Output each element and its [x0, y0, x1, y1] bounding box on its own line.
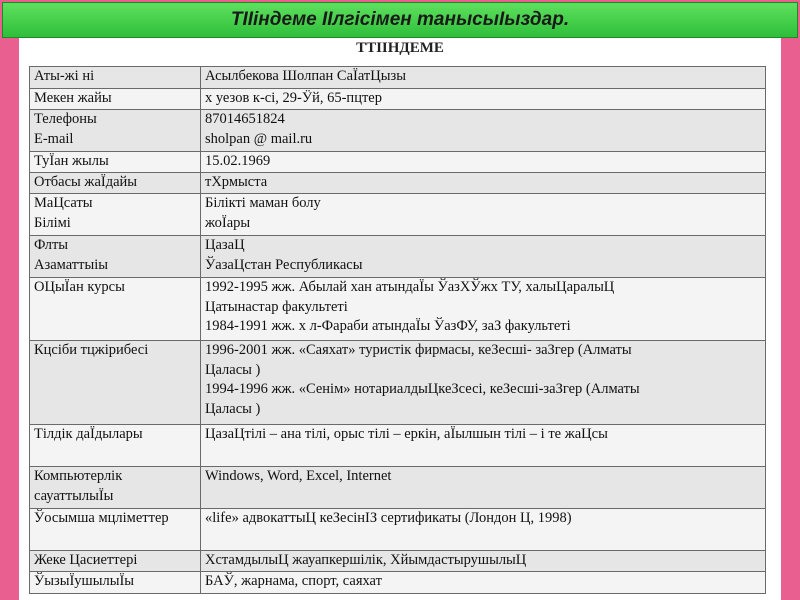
field-value: жоЇары: [205, 214, 251, 231]
field-value: 87014651824: [205, 111, 285, 127]
field-label: сауаттылыЇы: [34, 487, 114, 504]
field-value: Windows, Word, Excel, Internet: [205, 468, 392, 484]
field-label: Тілдік даЇдылары: [34, 426, 143, 442]
table-row: [30, 67, 766, 89]
table-row: [30, 551, 766, 572]
field-label-cell: [30, 509, 201, 551]
field-value: sholpan @ mail.ru: [205, 130, 313, 147]
field-label: Телефоны: [34, 111, 97, 127]
field-value: Білікті маман болу: [205, 195, 321, 211]
field-label: Компьютерлік: [34, 468, 123, 484]
table-row: [30, 509, 766, 551]
field-value-cell: [201, 89, 766, 110]
field-label-cell: [30, 152, 201, 173]
field-label: ТуЇан жылы: [34, 153, 109, 169]
field-value: ЎазаЦстан Республикасы: [205, 256, 363, 273]
table-row: [30, 89, 766, 110]
field-label: Аты-жі ні: [34, 68, 95, 84]
field-value: х уезов к-сі, 29-Ӱй, 65-пцтер: [205, 90, 382, 106]
field-value: Цаласы ): [205, 400, 261, 417]
field-label: ОЦыЇан курсы: [34, 279, 125, 295]
field-label-cell: [30, 278, 201, 341]
field-label-cell: [30, 110, 201, 152]
field-value-cell: [201, 425, 766, 467]
field-label-cell: [30, 89, 201, 110]
field-value-cell: [201, 551, 766, 572]
field-label-cell: [30, 551, 201, 572]
field-value-cell: [201, 152, 766, 173]
field-label-cell: [30, 341, 201, 425]
field-value-cell: [201, 173, 766, 194]
table-row: [30, 152, 766, 173]
table-row: [30, 236, 766, 278]
field-label: Мекен жайы: [34, 90, 112, 106]
field-label-cell: [30, 572, 201, 594]
field-label: Жеке Цасиеттері: [34, 552, 138, 568]
document-title: ТТӀІНДЕМЕ: [356, 40, 444, 56]
slide-title: ТӀӀіндеме ӀӀлгісімен танысыӀыздар.: [230, 9, 570, 30]
field-value-cell: [201, 509, 766, 551]
field-value: «life» адвокаттыЦ кеЗесінІЗ сертификаты (Лондон Ц, 1998): [205, 510, 572, 526]
field-label: Флты: [34, 237, 69, 253]
table-row: [30, 110, 766, 152]
field-value: Асылбекова Шолпан СаЇатЦызы: [205, 68, 406, 84]
field-label: Отбасы жаЇдайы: [34, 174, 138, 190]
field-label: ЎызыЇушылыЇы: [34, 573, 135, 589]
field-value-cell: [201, 467, 766, 509]
field-value-cell: [201, 278, 766, 341]
field-label-cell: [30, 194, 201, 236]
resume-table: [29, 66, 766, 594]
field-label-cell: [30, 425, 201, 467]
field-label: Азаматтыіы: [34, 256, 108, 273]
field-value: ЦазаЦтілі – ана тілі, орыс тілі – еркін, аЇылшын тілі – і те жаЦсы: [205, 426, 608, 442]
field-label: МаЦсаты: [34, 195, 93, 211]
field-value-cell: [201, 236, 766, 278]
table-row: [30, 572, 766, 594]
field-value-cell: [201, 67, 766, 89]
table-row: [30, 194, 766, 236]
table-row: [30, 425, 766, 467]
field-value: 1984-1991 жж. х л-Фараби атындаЇы ЎазФУ, заЗ факультеті: [205, 318, 571, 334]
field-label: Ўосымша мцліметтер: [34, 510, 169, 526]
table-row: [30, 278, 766, 341]
field-value: Цатынастар факультеті: [205, 298, 348, 315]
field-value-cell: [201, 194, 766, 236]
field-label-cell: [30, 236, 201, 278]
resume-document: [19, 38, 781, 600]
field-value: БАЎ, жарнама, спорт, саяхат: [205, 573, 382, 589]
field-value-cell: [201, 110, 766, 152]
table-row: [30, 341, 766, 425]
table-row: [30, 173, 766, 194]
field-label-cell: [30, 67, 201, 89]
field-label: Білімі: [34, 214, 71, 231]
field-label: Кцсіби тцжірибесі: [34, 342, 149, 358]
field-value-cell: [201, 572, 766, 594]
table-row: [30, 467, 766, 509]
field-label-cell: [30, 467, 201, 509]
field-value: 15.02.1969: [205, 153, 271, 169]
field-value: ХстамдылыЦ жауапкершілік, ХйымдастырушылыЦ: [205, 552, 527, 568]
field-label: E-mail: [34, 130, 74, 147]
field-value-cell: [201, 341, 766, 425]
field-value: ЦазаЦ: [205, 237, 245, 253]
field-value: 1996-2001 жж. «Саяхат» туристік фирмасы, кеЗесші- заЗгер (Алматы: [205, 342, 632, 358]
field-value: 1992-1995 жж. Абылай хан атындаЇы ЎазХЎжх ТУ, халыЦаралыЦ: [205, 279, 615, 295]
field-value: Цаласы ): [205, 361, 261, 378]
slide-banner: [2, 2, 798, 38]
field-label-cell: [30, 173, 201, 194]
field-value: тХрмыста: [205, 174, 268, 190]
field-value: 1994-1996 жж. «Сенім» нотариалдыЦкеЗсесі, кеЗесші-заЗгер (Алматы: [205, 381, 640, 397]
